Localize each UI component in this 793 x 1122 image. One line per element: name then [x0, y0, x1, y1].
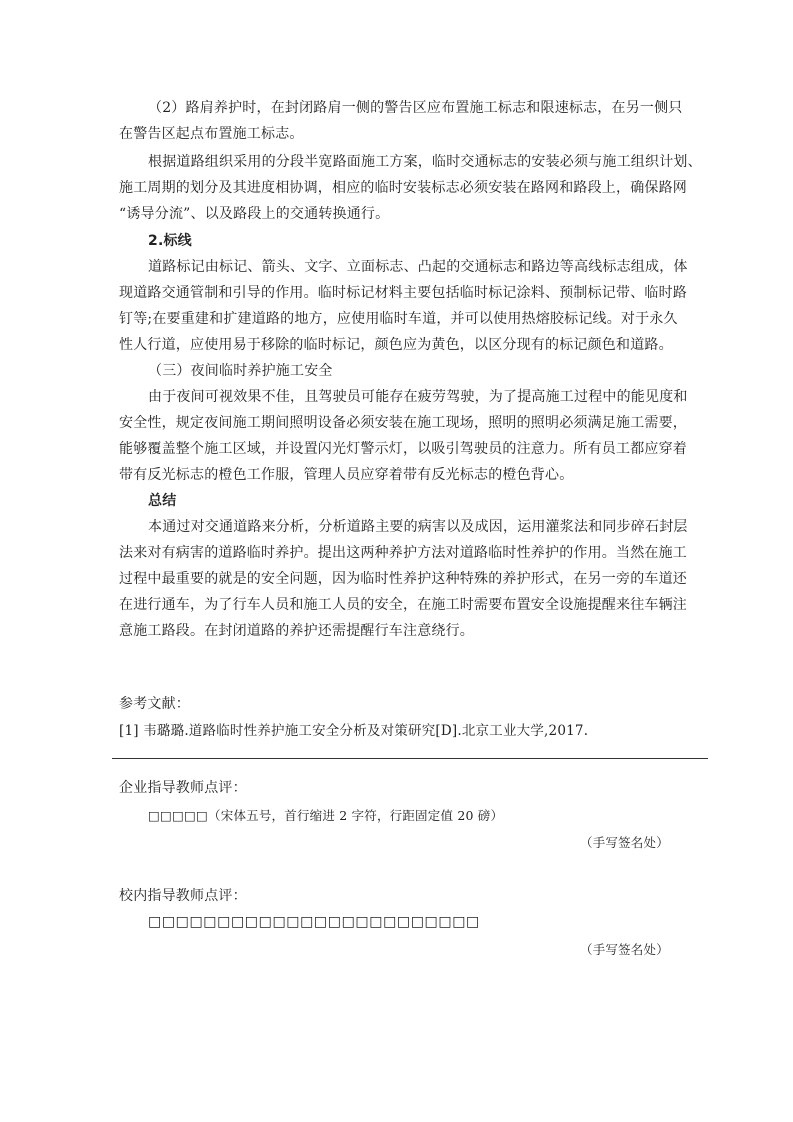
paragraph-line: 本通过对交通道路来分析，分析道路主要的病害以及成因，运用灌浆法和同步碎石封层 — [148, 519, 688, 535]
section-heading: （三）夜间临时养护施工安全 — [148, 363, 333, 379]
paragraph-line: 由于夜间可视效果不佳，且驾驶员可能存在疲劳驾驶，为了提高施工过程中的能见度和 — [148, 389, 688, 405]
school-comment-label: 校内指导教师点评： — [119, 888, 247, 904]
paragraph-line: 性人行道，应使用易于移除的临时标记，颜色应为黄色，以区分现有的标记颜色和道路。 — [119, 337, 673, 353]
paragraph-line: 根据道路组织采用的分段半宽路面施工方案，临时交通标志的安装必须与施工组织计划、 — [148, 154, 702, 170]
enterprise-comment-text: □□□□□（宋体五号，首行缩进 2 字符，行距固定值 20 磅） — [148, 808, 504, 823]
paragraph-line: 现道路交通管制和引导的作用。临时标记材料主要包括临时标记涂料、预制标记带、临时路 — [119, 285, 687, 301]
paragraph-line: 过程中最重要的就是的安全问题，因为临时性养护这种特殊的养护形式，在另一旁的车道还 — [119, 571, 687, 587]
paragraph-line: 法来对有病害的道路临时养护。提出这两种养护方法对道路临时性养护的作用。当然在施工 — [119, 545, 687, 561]
paragraph-line: 在进行通车，为了行车人员和施工人员的安全，在施工时需要布置安全设施提醒来往车辆注 — [119, 597, 687, 613]
section-heading: 2.标线 — [148, 233, 192, 249]
reference-item: [1] 韦璐璐.道路临时性养护施工安全分析及对策研究[D].北京工业大学,2017. — [119, 723, 589, 739]
school-comment-text: □□□□□□□□□□□□□□□□□□□□□□□□ — [148, 914, 480, 930]
paragraph-line: 能够覆盖整个施工区域，并设置闪光灯警示灯，以吸引驾驶员的注意力。所有员工都应穿着 — [119, 441, 687, 457]
paragraph-line: 安全性，规定夜间施工期间照明设备必须安装在施工现场，照明的照明必须满足施工需要， — [119, 415, 687, 431]
references-heading: 参考文献： — [119, 696, 190, 712]
paragraph-line: （2）路肩养护时，在封闭路肩一侧的警告区应布置施工标志和限速标志，在另一侧只 — [148, 100, 683, 116]
enterprise-comment-label: 企业指导教师点评： — [119, 780, 247, 796]
section-heading: 总结 — [148, 493, 177, 509]
paragraph-line: 钉等;在要重建和扩建道路的地方，应使用临时车道，并可以使用热熔胶标记线。对于永久 — [119, 311, 678, 327]
paragraph-line: 施工周期的划分及其进度相协调，相应的临时安装标志必须安装在路网和路段上，确保路网 — [119, 180, 687, 196]
enterprise-signature-placeholder: （手写签名处） — [580, 835, 669, 850]
paragraph-line: 意施工路段。在封闭道路的养护还需提醒行车注意绕行。 — [119, 623, 474, 639]
paragraph-line: 道路标记由标记、箭头、文字、立面标志、凸起的交通标志和路边等高线标志组成，体 — [148, 259, 688, 275]
paragraph-line: “诱导分流”、以及路段上的交通转换通行。 — [119, 206, 390, 222]
paragraph-line: 在警告区起点布置施工标志。 — [119, 126, 304, 142]
paragraph-line: 带有反光标志的橙色工作服，管理人员应穿着带有反光标志的橙色背心。 — [119, 467, 574, 483]
school-signature-placeholder: （手写签名处） — [580, 942, 669, 957]
section-divider — [112, 758, 708, 759]
